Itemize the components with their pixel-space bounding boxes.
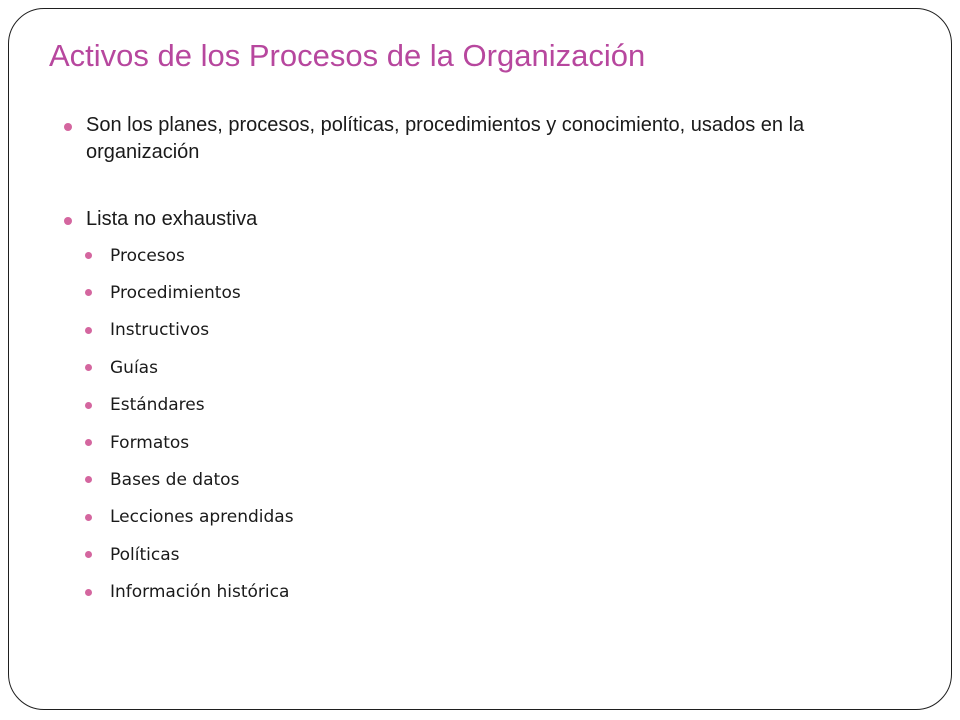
sub-bullet-item [82,274,920,311]
sub-bullet-text: Bases de datos [110,470,240,491]
slide-title: Activos de los Procesos de la Organización [49,38,646,73]
bullet-dot-icon [85,364,92,371]
sub-bullet-text: Procedimientos [110,283,241,304]
sub-bullet-list [86,237,920,611]
sub-bullet-item [82,499,920,536]
sub-bullet-text: Formatos [110,432,190,453]
sub-bullet-text: Guías [110,357,158,378]
bullet-dot-icon [85,439,92,446]
bullet-dot-icon [64,217,72,225]
bullet-dot-icon [85,589,92,596]
bullet-list [60,112,920,611]
sub-bullet-text: Políticas [110,544,180,565]
bullet-item-list [60,206,920,611]
bullet-dot-icon [85,289,92,296]
sub-bullet-item [82,387,920,424]
bullet-text: Lista no exhaustiva [86,208,258,230]
sub-bullet-text: Estándares [110,395,205,416]
bullet-dot-icon [85,252,92,259]
bullet-dot-icon [85,327,92,334]
sub-bullet-item [82,536,920,573]
bullet-dot-icon [85,476,92,483]
bullet-dot-icon [85,551,92,558]
bullet-dot-icon [85,402,92,409]
bullet-item-definition [60,112,920,166]
bullet-text: Son los planes, procesos, políticas, procedimientos y conocimiento, usados en la organización [86,114,805,163]
sub-bullet-item [82,349,920,386]
sub-bullet-item [82,574,920,611]
sub-bullet-item [82,312,920,349]
sub-bullet-text: Lecciones aprendidas [110,507,294,528]
sub-bullet-item [82,461,920,498]
sub-bullet-item [82,424,920,461]
sub-bullet-text: Información histórica [110,582,290,603]
sub-bullet-text: Instructivos [110,320,210,341]
sub-bullet-text: Procesos [110,245,185,266]
bullet-dot-icon [64,123,72,131]
bullet-dot-icon [85,514,92,521]
sub-bullet-item [82,237,920,274]
